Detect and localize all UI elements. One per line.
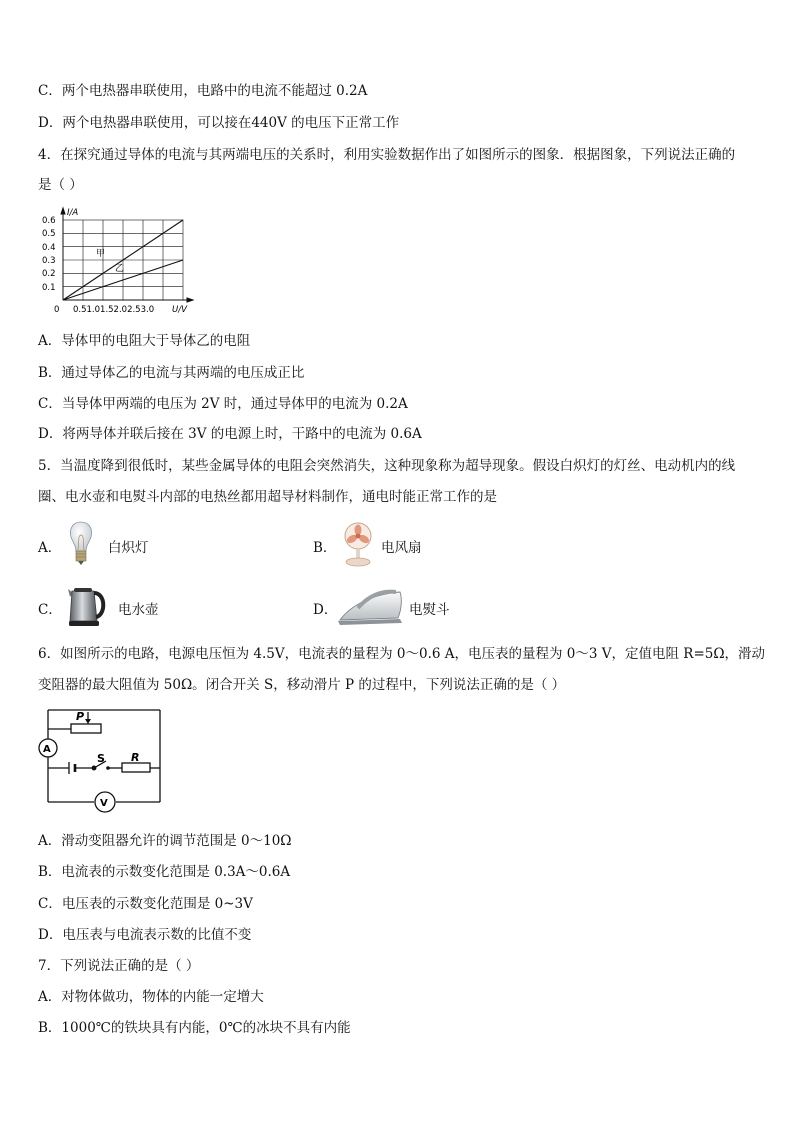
q7-stem: 7．下列说法正确的是（ ） (38, 958, 200, 974)
electric-fan-icon (341, 521, 375, 567)
q4-line-label-yi: 乙 (115, 264, 125, 274)
q6-stem-line2: 变阻器的最大阻值为 50Ω。闭合开关 S，移动滑片 P 的过程中，下列说法正确的是（ ） (38, 677, 566, 693)
light-bulb-icon (66, 519, 96, 569)
q4-origin: 0 (54, 305, 60, 315)
q5-option-c-letter: C． (38, 602, 62, 618)
q5-stem-line1: 5．当温度降到很低时，某些金属导体的电阻会突然消失，这种现象称为超导现象。假设白炽灯的灯丝、电动机内的线 (38, 458, 736, 474)
q4-xticks: 0.51.01.52.02.53.0 (73, 305, 155, 315)
q7-option-a: A．对物体做功，物体的内能一定增大 (38, 989, 264, 1005)
q4-stem-line1: 4．在探究通过导体的电流与其两端电压的关系时，利用实验数据作出了如图所示的图象．根据图象，下列说法正确的 (38, 147, 736, 163)
q6-option-a: A．滑动变阻器允许的调节范围是 0～10Ω (38, 833, 292, 849)
q5-option-a-text: 白炽灯 (108, 540, 149, 556)
q6-label-ammeter: A (43, 744, 51, 755)
q7-option-b: B．1000℃的铁块具有内能，0℃的冰块不具有内能 (38, 1020, 351, 1036)
q6-option-d: D．电压表与电流表示数的比值不变 (38, 927, 252, 943)
q4-ytick-0.4: 0.4 (42, 243, 56, 253)
q6-label-r: R (131, 751, 140, 764)
q4-option-c: C．当导体甲两端的电压为 2V 时，通过导体甲的电流为 0.2A (38, 396, 408, 412)
q5-option-d-text: 电熨斗 (409, 602, 450, 618)
q5-option-b-letter: B． (313, 540, 337, 556)
electric-iron-icon (336, 584, 406, 628)
q5-option-a-letter: A． (38, 540, 62, 556)
q5-stem-line2: 圈、电水壶和电熨斗内部的电热丝都用超导材料制作，通电时能正常工作的是 (38, 489, 497, 505)
q4-option-a: A．导体甲的电阻大于导体乙的电阻 (38, 333, 251, 349)
q6-stem-line1: 6．如图所示的电路，电源电压恒为 4.5V，电流表的量程为 0～0.6 A，电压表的量程为 0～3 V，定值电阻 R=5Ω，滑动 (38, 646, 766, 662)
q6-label-voltmeter: V (100, 798, 108, 809)
q4-ytick-0.3: 0.3 (42, 256, 56, 266)
q4-line-label-jia: 甲 (96, 249, 106, 259)
q4-ylabel: I/A (67, 208, 79, 218)
q4-option-b: B．通过导体乙的电流与其两端的电压成正比 (38, 365, 305, 381)
q5-option-b-text: 电风扇 (381, 540, 422, 556)
q4-current-voltage-graph (36, 206, 196, 316)
q3-option-d: D．两个电热器串联使用，可以接在440V 的电压下正常工作 (38, 115, 400, 131)
q6-label-p: P (76, 710, 85, 723)
q4-ytick-0.6: 0.6 (42, 216, 56, 226)
q4-stem-line2: 是（ ） (38, 177, 83, 193)
q4-ytick-0.2: 0.2 (42, 269, 56, 279)
q4-xlabel: U/V (172, 305, 187, 315)
q3-option-c: C．两个电热器串联使用，电路中的电流不能超过 0.2A (38, 83, 368, 99)
q4-ytick-0.5: 0.5 (42, 229, 56, 239)
q4-ytick-0.1: 0.1 (42, 283, 56, 293)
q6-option-c: C．电压表的示数变化范围是 0~3V (38, 896, 253, 912)
q6-circuit-diagram (36, 706, 166, 816)
electric-kettle-icon (64, 583, 110, 629)
q5-option-d-letter: D． (313, 602, 338, 618)
q5-option-c-text: 电水壶 (118, 602, 159, 618)
q4-option-d: D．将两导体并联后接在 3V 的电源上时，干路中的电流为 0.6A (38, 426, 422, 442)
q6-label-s: S (97, 752, 105, 765)
q6-option-b: B．电流表的示数变化范围是 0.3A～0.6A (38, 864, 291, 880)
